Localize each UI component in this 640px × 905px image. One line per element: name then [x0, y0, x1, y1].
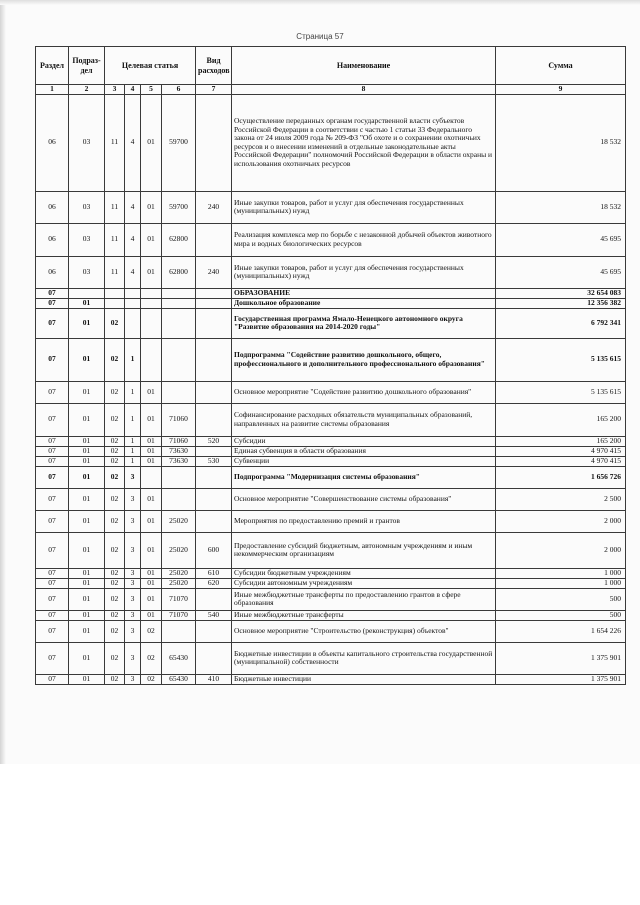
cell-direction: [162, 338, 196, 381]
cell-program: 02: [105, 610, 125, 620]
table-row: [36, 588, 626, 610]
cell-name: Иные закупки товаров, работ и услуг для обеспечения государственных (муниципальных) нужд: [232, 191, 496, 223]
cell-sum: 500: [496, 610, 626, 620]
cell-razdel: 06: [36, 223, 69, 256]
cell-razdel: 07: [36, 456, 69, 466]
cell-podrazdel: 01: [69, 436, 105, 446]
cell-podrazdel: 01: [69, 532, 105, 568]
cell-sum: 2 500: [496, 488, 626, 510]
cell-subprogram: 3: [125, 532, 141, 568]
cell-sum: 1 000: [496, 578, 626, 588]
column-number: 4: [125, 85, 141, 95]
table-row: [36, 466, 626, 488]
cell-name: ОБРАЗОВАНИЕ: [232, 288, 496, 298]
cell-sum: 165 200: [496, 403, 626, 436]
cell-razdel: 07: [36, 620, 69, 642]
column-number: 6: [162, 85, 196, 95]
cell-activity: 01: [141, 223, 162, 256]
cell-program: 02: [105, 588, 125, 610]
cell-subprogram: [125, 288, 141, 298]
cell-razdel: 07: [36, 578, 69, 588]
cell-subprogram: 1: [125, 381, 141, 403]
cell-direction: 25020: [162, 532, 196, 568]
cell-sum: 165 200: [496, 436, 626, 446]
cell-program: 02: [105, 436, 125, 446]
cell-vid-raskhodov: [196, 223, 232, 256]
page-number: Страница 57: [296, 32, 344, 41]
cell-subprogram: 3: [125, 674, 141, 684]
cell-razdel: 07: [36, 446, 69, 456]
cell-subprogram: 3: [125, 588, 141, 610]
cell-razdel: 07: [36, 381, 69, 403]
header-vid-raskhodov: Вид расходов: [196, 47, 232, 85]
cell-vid-raskhodov: [196, 466, 232, 488]
cell-subprogram: 3: [125, 488, 141, 510]
cell-subprogram: 3: [125, 510, 141, 532]
cell-subprogram: [125, 308, 141, 338]
cell-razdel: 07: [36, 403, 69, 436]
cell-name: Подпрограмма "Модернизация системы образования": [232, 466, 496, 488]
cell-name: Реализация комплекса мер по борьбе с незаконной добычей объектов животного мира и водных биологических ресурсов: [232, 223, 496, 256]
cell-subprogram: 3: [125, 610, 141, 620]
cell-subprogram: 4: [125, 256, 141, 288]
cell-direction: 65430: [162, 642, 196, 674]
cell-podrazdel: 01: [69, 403, 105, 436]
table-row: [36, 568, 626, 578]
column-number: 2: [69, 85, 105, 95]
cell-program: 11: [105, 94, 125, 191]
cell-program: 02: [105, 532, 125, 568]
cell-vid-raskhodov: [196, 446, 232, 456]
cell-podrazdel: 01: [69, 466, 105, 488]
scan-edge-left: [0, 0, 6, 764]
header-razdel: Раздел: [36, 47, 69, 85]
cell-vid-raskhodov: [196, 642, 232, 674]
cell-activity: [141, 288, 162, 298]
cell-vid-raskhodov: 620: [196, 578, 232, 588]
cell-activity: 02: [141, 620, 162, 642]
cell-program: 02: [105, 510, 125, 532]
cell-sum: 4 970 415: [496, 446, 626, 456]
cell-sum: 5 135 615: [496, 381, 626, 403]
cell-program: [105, 288, 125, 298]
cell-razdel: 07: [36, 298, 69, 308]
cell-subprogram: 3: [125, 642, 141, 674]
cell-razdel: 07: [36, 338, 69, 381]
cell-program: 02: [105, 308, 125, 338]
table-row: [36, 488, 626, 510]
cell-vid-raskhodov: [196, 298, 232, 308]
cell-vid-raskhodov: 530: [196, 456, 232, 466]
cell-program: 11: [105, 223, 125, 256]
cell-direction: 71060: [162, 436, 196, 446]
cell-razdel: 07: [36, 488, 69, 510]
cell-activity: 01: [141, 381, 162, 403]
column-number: 8: [232, 85, 496, 95]
cell-sum: 1 375 901: [496, 642, 626, 674]
cell-sum: 5 135 615: [496, 338, 626, 381]
cell-subprogram: 1: [125, 456, 141, 466]
cell-activity: 01: [141, 568, 162, 578]
cell-vid-raskhodov: [196, 403, 232, 436]
cell-sum: 4 970 415: [496, 456, 626, 466]
cell-program: 02: [105, 446, 125, 456]
column-number: 9: [496, 85, 626, 95]
cell-activity: [141, 308, 162, 338]
cell-vid-raskhodov: [196, 510, 232, 532]
cell-sum: 500: [496, 588, 626, 610]
cell-subprogram: 4: [125, 94, 141, 191]
cell-podrazdel: 01: [69, 610, 105, 620]
budget-table: [35, 46, 626, 685]
header-target-article: Целевая статья: [105, 47, 196, 85]
cell-direction: 71070: [162, 588, 196, 610]
cell-name: Иные межбюджетные трансферты: [232, 610, 496, 620]
cell-activity: 01: [141, 510, 162, 532]
cell-direction: [162, 288, 196, 298]
cell-razdel: 07: [36, 288, 69, 298]
cell-activity: 01: [141, 256, 162, 288]
table-row: [36, 381, 626, 403]
cell-subprogram: 1: [125, 338, 141, 381]
cell-vid-raskhodov: 610: [196, 568, 232, 578]
cell-sum: 1 375 901: [496, 674, 626, 684]
cell-podrazdel: 01: [69, 298, 105, 308]
cell-program: 02: [105, 620, 125, 642]
cell-sum: 6 792 341: [496, 308, 626, 338]
cell-razdel: 06: [36, 94, 69, 191]
table-row: [36, 674, 626, 684]
cell-subprogram: 3: [125, 568, 141, 578]
cell-podrazdel: 01: [69, 446, 105, 456]
header-sum: Сумма: [496, 47, 626, 85]
cell-vid-raskhodov: [196, 381, 232, 403]
cell-name: Субвенции: [232, 456, 496, 466]
cell-activity: 01: [141, 488, 162, 510]
cell-name: Подпрограмма "Содействие развитию дошкольного, общего, профессионального и дополнительного профессионального образования": [232, 338, 496, 381]
cell-direction: 73630: [162, 446, 196, 456]
cell-name: Основное мероприятие "Совершенствование системы образования": [232, 488, 496, 510]
column-number: 3: [105, 85, 125, 95]
cell-program: [105, 298, 125, 308]
cell-podrazdel: 01: [69, 381, 105, 403]
cell-sum: 1 654 226: [496, 620, 626, 642]
cell-podrazdel: 03: [69, 94, 105, 191]
cell-direction: 62800: [162, 256, 196, 288]
table-row: [36, 256, 626, 288]
cell-name: Иные закупки товаров, работ и услуг для обеспечения государственных (муниципальных) нужд: [232, 256, 496, 288]
cell-razdel: 06: [36, 191, 69, 223]
table-row: [36, 642, 626, 674]
table-row: [36, 191, 626, 223]
cell-podrazdel: 01: [69, 620, 105, 642]
table-row: [36, 446, 626, 456]
cell-direction: [162, 466, 196, 488]
column-number: 5: [141, 85, 162, 95]
table-row: [36, 510, 626, 532]
cell-activity: 01: [141, 94, 162, 191]
cell-sum: 12 356 382: [496, 298, 626, 308]
cell-direction: 59700: [162, 94, 196, 191]
cell-subprogram: 1: [125, 403, 141, 436]
cell-program: 02: [105, 403, 125, 436]
cell-podrazdel: 03: [69, 191, 105, 223]
cell-name: Субсидии: [232, 436, 496, 446]
cell-razdel: 07: [36, 568, 69, 578]
cell-name: Основное мероприятие "Содействие развитию дошкольного образования": [232, 381, 496, 403]
cell-name: Иные межбюджетные трансферты по предоставлению грантов в сфере образования: [232, 588, 496, 610]
cell-activity: 02: [141, 642, 162, 674]
cell-direction: 71060: [162, 403, 196, 436]
cell-sum: 1 656 726: [496, 466, 626, 488]
cell-direction: [162, 381, 196, 403]
cell-sum: 2 000: [496, 532, 626, 568]
table-body: [36, 94, 626, 684]
cell-podrazdel: 03: [69, 256, 105, 288]
cell-subprogram: 3: [125, 466, 141, 488]
cell-vid-raskhodov: [196, 308, 232, 338]
cell-name: Единая субвенция в области образования: [232, 446, 496, 456]
cell-vid-raskhodov: [196, 338, 232, 381]
cell-activity: 01: [141, 532, 162, 568]
cell-direction: 25020: [162, 510, 196, 532]
cell-activity: 01: [141, 610, 162, 620]
cell-vid-raskhodov: [196, 588, 232, 610]
cell-program: 02: [105, 466, 125, 488]
cell-subprogram: [125, 298, 141, 308]
table-row: [36, 620, 626, 642]
cell-program: 02: [105, 381, 125, 403]
table-row: [36, 308, 626, 338]
cell-subprogram: 3: [125, 578, 141, 588]
cell-vid-raskhodov: 600: [196, 532, 232, 568]
cell-subprogram: 1: [125, 436, 141, 446]
cell-activity: 01: [141, 191, 162, 223]
cell-name: Мероприятия по предоставлению премий и грантов: [232, 510, 496, 532]
column-number: 1: [36, 85, 69, 95]
cell-program: 02: [105, 456, 125, 466]
cell-name: Государственная программа Ямало-Ненецкого автономного округа "Развитие образования на 2014-2020 годы": [232, 308, 496, 338]
column-number-row: [36, 85, 626, 95]
cell-direction: [162, 308, 196, 338]
cell-activity: 02: [141, 674, 162, 684]
table-row: [36, 532, 626, 568]
table-row: [36, 403, 626, 436]
header-row: [36, 47, 626, 85]
scan-edge-top: [0, 0, 640, 5]
cell-podrazdel: 01: [69, 488, 105, 510]
cell-podrazdel: 01: [69, 568, 105, 578]
cell-razdel: 07: [36, 510, 69, 532]
cell-program: 02: [105, 674, 125, 684]
cell-razdel: 06: [36, 256, 69, 288]
table-row: [36, 298, 626, 308]
table-row: [36, 223, 626, 256]
cell-direction: 65430: [162, 674, 196, 684]
cell-direction: 25020: [162, 568, 196, 578]
cell-subprogram: 1: [125, 446, 141, 456]
cell-sum: 2 000: [496, 510, 626, 532]
cell-direction: 59700: [162, 191, 196, 223]
cell-sum: 18 532: [496, 94, 626, 191]
cell-activity: 01: [141, 456, 162, 466]
cell-sum: 1 000: [496, 568, 626, 578]
cell-razdel: 07: [36, 610, 69, 620]
cell-direction: 73630: [162, 456, 196, 466]
cell-program: 02: [105, 578, 125, 588]
cell-activity: [141, 466, 162, 488]
cell-podrazdel: 01: [69, 588, 105, 610]
cell-podrazdel: 01: [69, 308, 105, 338]
cell-vid-raskhodov: [196, 94, 232, 191]
cell-activity: 01: [141, 446, 162, 456]
cell-sum: 45 695: [496, 223, 626, 256]
header-podrazdel: Подраз-дел: [69, 47, 105, 85]
table-row: [36, 578, 626, 588]
cell-razdel: 07: [36, 642, 69, 674]
cell-subprogram: 4: [125, 191, 141, 223]
table-row: [36, 338, 626, 381]
cell-podrazdel: [69, 288, 105, 298]
cell-program: 11: [105, 256, 125, 288]
cell-name: Бюджетные инвестиции: [232, 674, 496, 684]
cell-podrazdel: 01: [69, 642, 105, 674]
cell-name: Бюджетные инвестиции в объекты капитального строительства государственной (муниципальной) собственности: [232, 642, 496, 674]
cell-vid-raskhodov: 410: [196, 674, 232, 684]
table-row: [36, 94, 626, 191]
table-row: [36, 436, 626, 446]
cell-podrazdel: 01: [69, 456, 105, 466]
cell-vid-raskhodov: [196, 488, 232, 510]
cell-razdel: 07: [36, 532, 69, 568]
cell-subprogram: 4: [125, 223, 141, 256]
cell-razdel: 07: [36, 308, 69, 338]
cell-vid-raskhodov: 540: [196, 610, 232, 620]
header-name: Наименование: [232, 47, 496, 85]
cell-vid-raskhodov: 240: [196, 191, 232, 223]
cell-sum: 18 532: [496, 191, 626, 223]
cell-activity: 01: [141, 578, 162, 588]
cell-direction: [162, 298, 196, 308]
cell-podrazdel: 01: [69, 674, 105, 684]
cell-activity: 01: [141, 436, 162, 446]
cell-sum: 32 654 083: [496, 288, 626, 298]
cell-vid-raskhodov: 240: [196, 256, 232, 288]
cell-razdel: 07: [36, 674, 69, 684]
cell-name: Основное мероприятие "Строительство (реконструкция) объектов": [232, 620, 496, 642]
cell-vid-raskhodov: 520: [196, 436, 232, 446]
cell-program: 02: [105, 642, 125, 674]
cell-name: Осуществление переданных органам государственной власти субъектов Российской Федерации в соответствии с частью 1 статьи 33 Федерального закона от 24 июля 2009 года № 209-ФЗ "Об охоте и о сохранении охотничьих ресурсов и о внесении изменений в отдельные законодательные акты Российской Федерации" полномочий Российской Федерации в области охраны и использования охотничьих ресурсов: [232, 94, 496, 191]
cell-direction: 25020: [162, 578, 196, 588]
cell-name: Дошкольное образование: [232, 298, 496, 308]
cell-podrazdel: 01: [69, 338, 105, 381]
cell-direction: 62800: [162, 223, 196, 256]
table-row: [36, 456, 626, 466]
cell-razdel: 07: [36, 466, 69, 488]
cell-podrazdel: 01: [69, 578, 105, 588]
cell-vid-raskhodov: [196, 288, 232, 298]
cell-podrazdel: 03: [69, 223, 105, 256]
cell-activity: [141, 338, 162, 381]
cell-activity: [141, 298, 162, 308]
cell-name: Субсидии бюджетным учреждениям: [232, 568, 496, 578]
cell-podrazdel: 01: [69, 510, 105, 532]
cell-program: 11: [105, 191, 125, 223]
cell-razdel: 07: [36, 436, 69, 446]
cell-program: 02: [105, 568, 125, 578]
table-row: [36, 610, 626, 620]
cell-activity: 01: [141, 403, 162, 436]
cell-sum: 45 695: [496, 256, 626, 288]
cell-direction: 71070: [162, 610, 196, 620]
cell-direction: [162, 488, 196, 510]
cell-vid-raskhodov: [196, 620, 232, 642]
cell-name: Субсидии автономным учреждениям: [232, 578, 496, 588]
column-number: 7: [196, 85, 232, 95]
cell-program: 02: [105, 338, 125, 381]
cell-razdel: 07: [36, 588, 69, 610]
cell-program: 02: [105, 488, 125, 510]
cell-name: Предоставление субсидий бюджетным, автономным учреждениям и иным некоммерческим организациям: [232, 532, 496, 568]
cell-activity: 01: [141, 588, 162, 610]
cell-subprogram: 3: [125, 620, 141, 642]
cell-direction: [162, 620, 196, 642]
cell-name: Софинансирование расходных обязательств муниципальных образований, направленных на развитие системы образования: [232, 403, 496, 436]
table-row: [36, 288, 626, 298]
